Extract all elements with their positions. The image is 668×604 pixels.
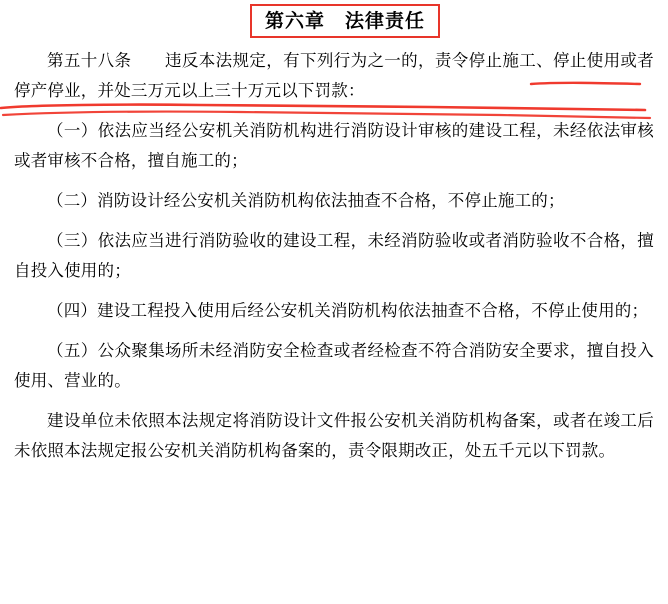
paragraph-closing: 建设单位未依照本法规定将消防设计文件报公安机关消防机构备案，或者在竣工后未依照本法规定报公安机关消防机构备案的，责令限期改正，处五千元以下罚款。 — [14, 411, 654, 460]
chapter-heading-block — [14, 0, 654, 46]
paragraph-item-4: （四）建设工程投入使用后经公安机关消防机构依法抽查不合格，不停止使用的； — [47, 301, 649, 320]
paragraph-item-3: （三）依法应当进行消防验收的建设工程，未经消防验收或者消防验收不合格，擅自投入使用的； — [14, 231, 654, 280]
paragraph-article-58: 第五十八条 违反本法规定，有下列行为之一的，责令停止施工、停止使用或者停产停业，并处三万元以上三十万元以下罚款： — [14, 51, 654, 100]
chapter-heading-text: 第六章 法律责任 — [264, 10, 425, 32]
paragraph-item-1: （一）依法应当经公安机关消防机构进行消防设计审核的建设工程，未经依法审核或者审核不合格，擅自施工的； — [14, 121, 654, 170]
paragraph-item-2: （二）消防设计经公安机关消防机构依法抽查不合格，不停止施工的； — [47, 191, 565, 210]
paragraph-item-5: （五）公众聚集场所未经消防安全检查或者经检查不符合消防安全要求，擅自投入使用、营业的。 — [14, 341, 654, 390]
